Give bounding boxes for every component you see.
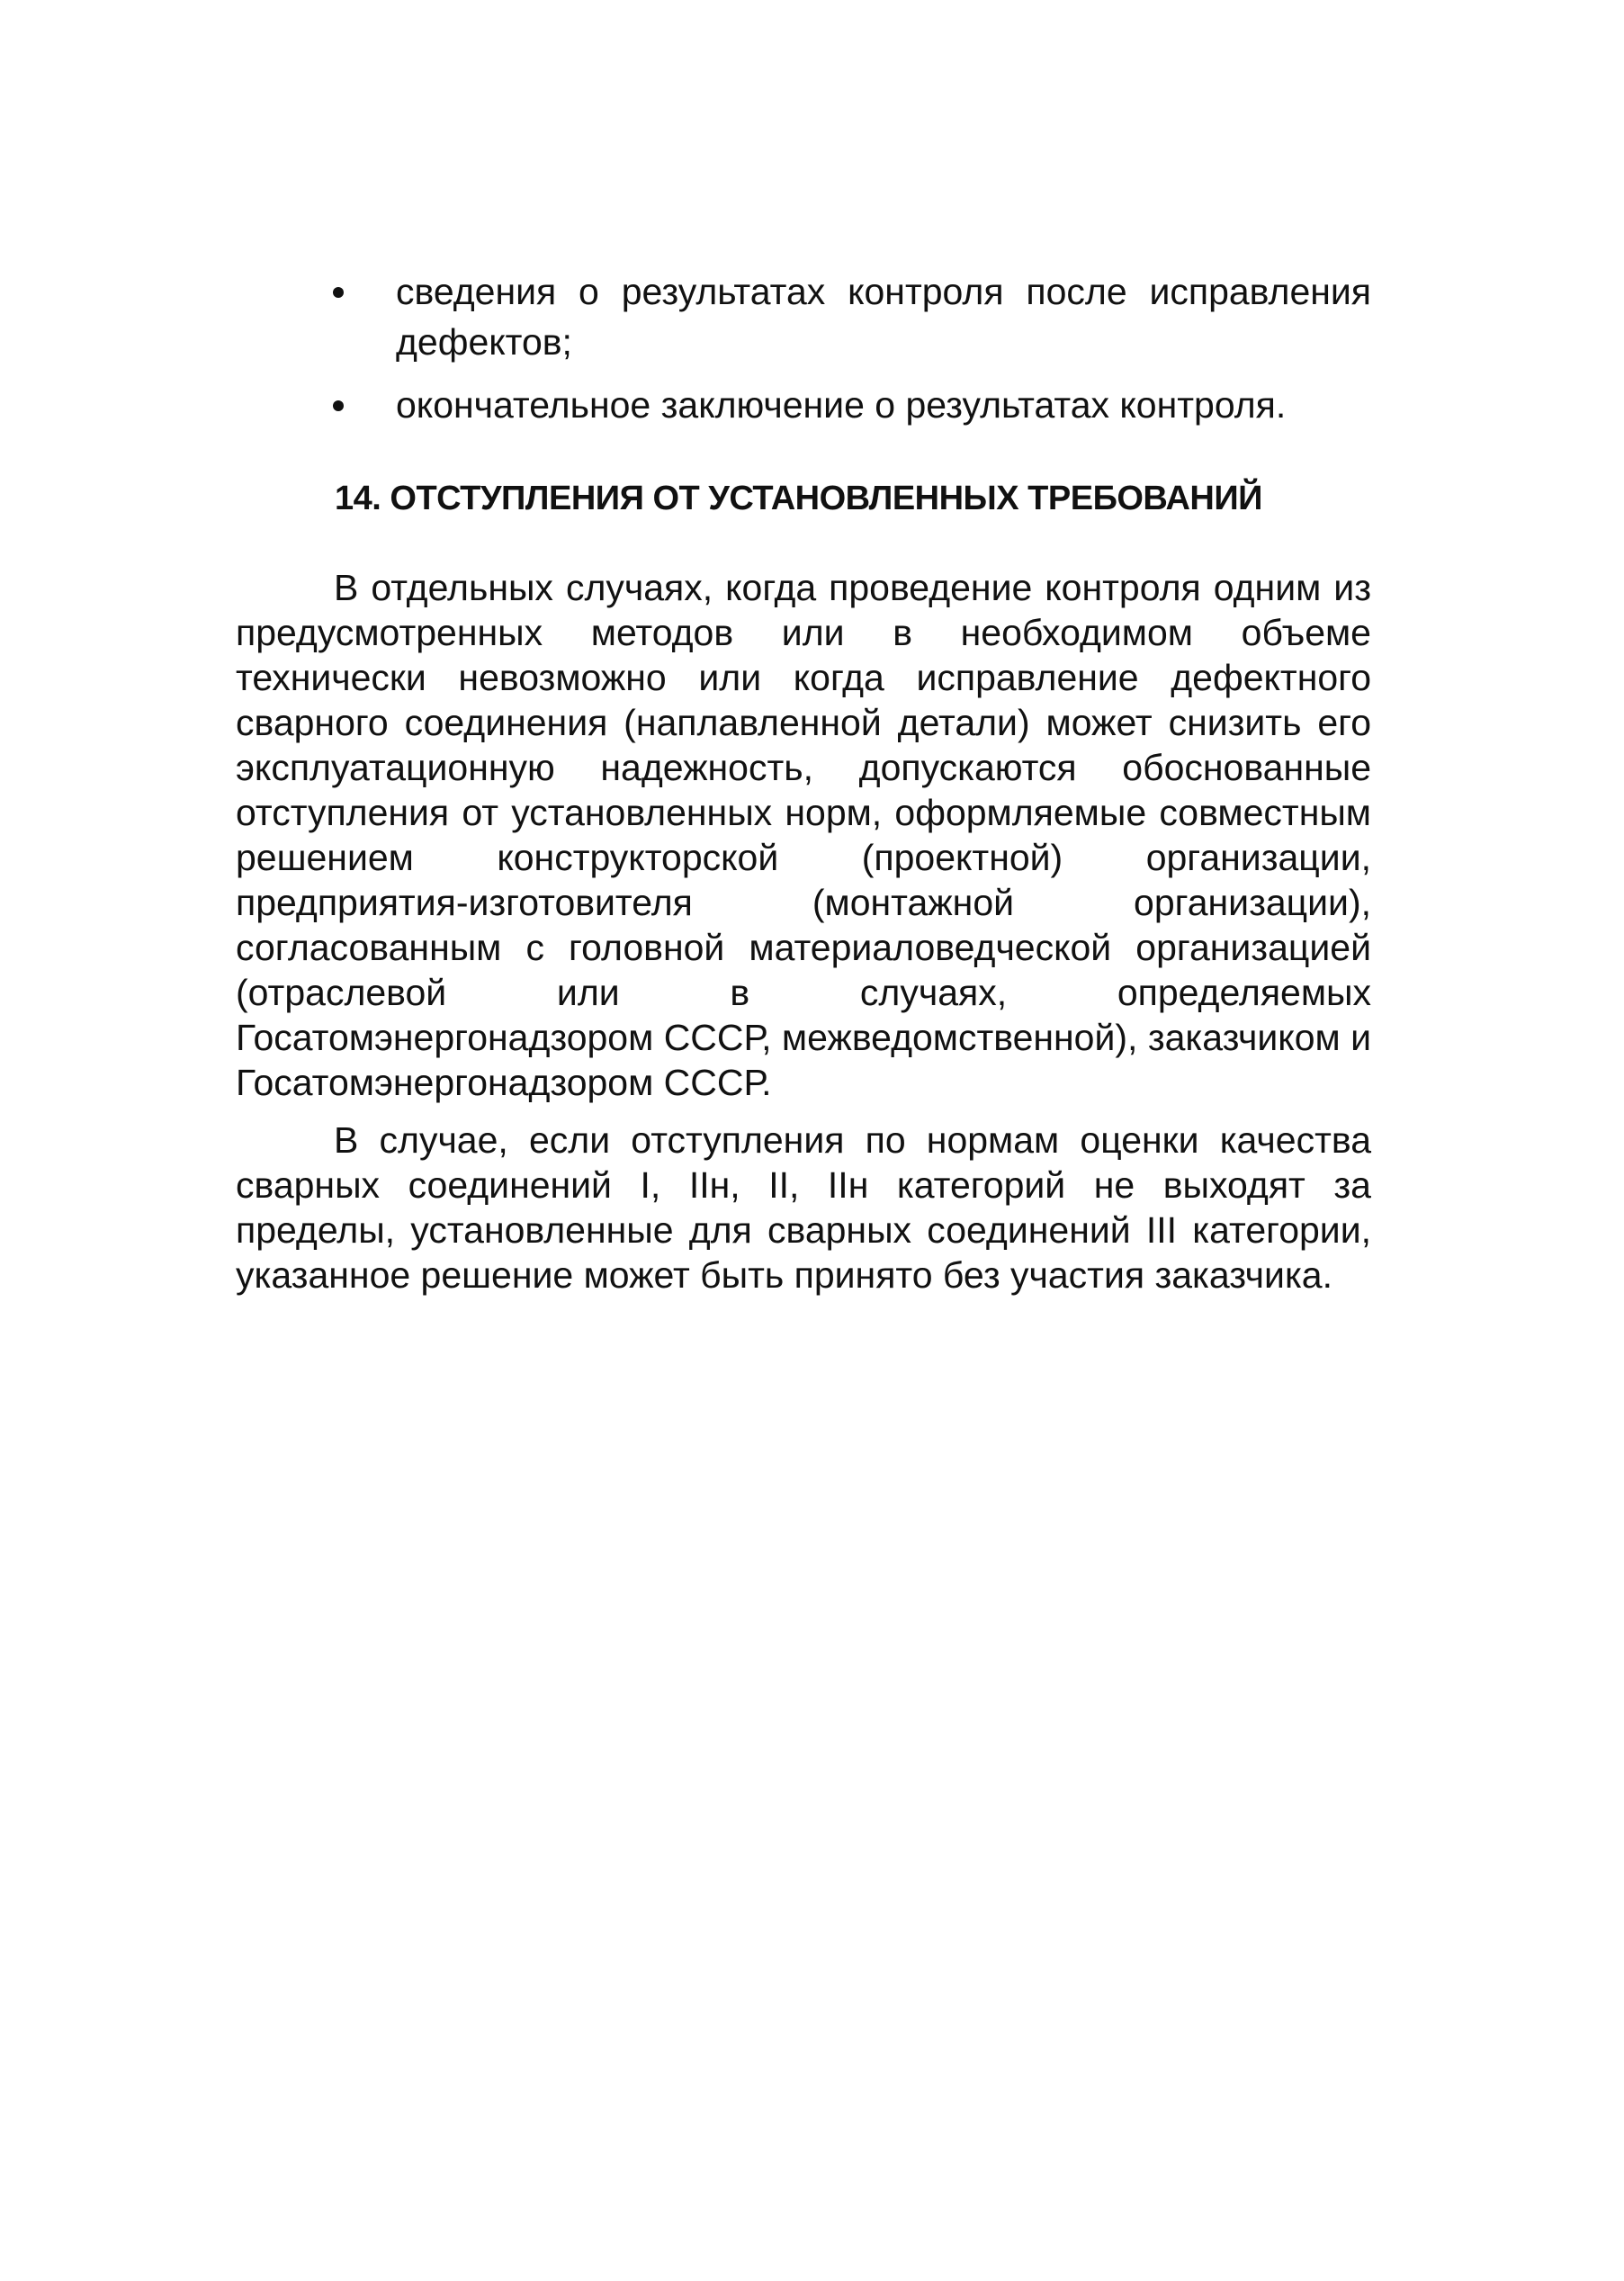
list-item-text: сведения о результатах контроля после исправления дефектов;: [396, 271, 1371, 363]
list-item: [236, 266, 1371, 367]
paragraph: В отдельных случаях, когда проведение контроля одним из предусмотренных методов или в необходимом объеме технически невозможно или когда исправление дефектного сварного соединения (наплавленной детали) может снизить его эксплуатационную надежность, допускаются обоснованные отступления от установленных норм, оформляемые совместным решением конструкторской (проектной) организации, предприятия-изготовителя (монтажной организации), согласованным с головной материаловедческой организацией (отраслевой или в случаях, определяемых Госатомэнергонадзором СССР, межведомственной), заказчиком и Госатомэнергонадзором СССР.: [236, 567, 1371, 1103]
paragraph: В случае, если отступления по нормам оценки качества сварных соединений I, IIн, II, IIн категорий не выходят за пределы, установленные для сварных соединений III категории, указанное решение может быть принято без участия заказчика.: [236, 1119, 1371, 1296]
bullet-list: [236, 266, 1371, 430]
section-heading: 14. ОТСТУПЛЕНИЯ ОТ УСТАНОВЛЕННЫХ ТРЕБОВАНИЙ: [335, 480, 1262, 517]
bullet-icon: [333, 400, 344, 411]
bullet-icon: [333, 287, 344, 298]
list-item-text: окончательное заключение о результатах контроля.: [396, 384, 1287, 426]
document-page: [236, 266, 1371, 1310]
list-item: [236, 380, 1371, 430]
